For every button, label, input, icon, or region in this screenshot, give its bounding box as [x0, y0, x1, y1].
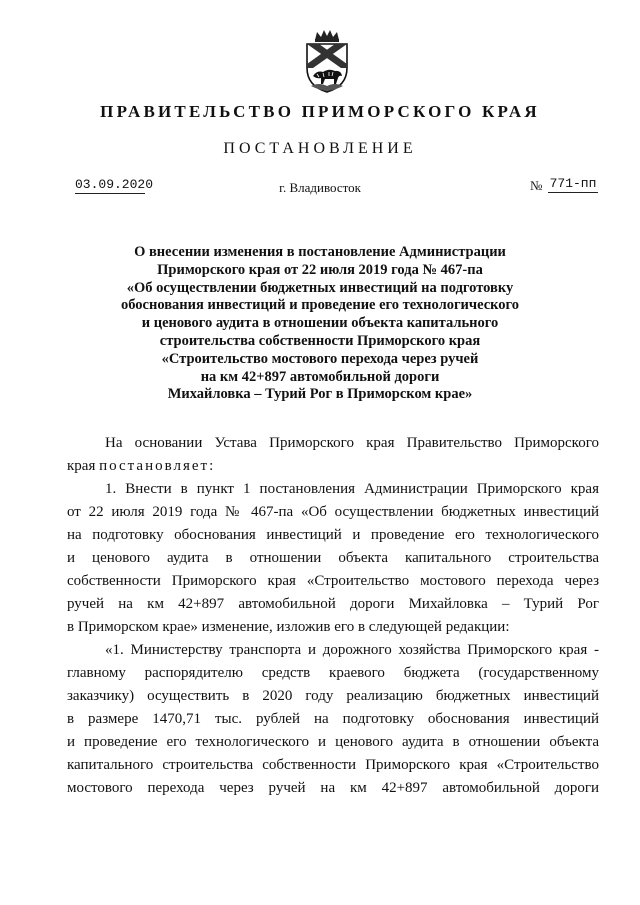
document-number: 771-пп — [549, 176, 597, 191]
body-line — [67, 455, 599, 478]
title-line: на км 42+897 автомобильной дороги — [200, 368, 440, 385]
body-line: заказчику) осуществить в 2020 году реализацию бюджетных инвестиций — [67, 688, 599, 704]
title-line: О внесении изменения в постановление Администрации — [134, 244, 506, 260]
body-line: на подготовку обоснования инвестиций и проведение его технологического — [67, 527, 599, 543]
body-line: в размере 1470,71 тыс. рублей на подготовку обоснования инвестиций — [67, 711, 599, 727]
decree-word: постановляет: — [99, 458, 216, 474]
title-line: строительства собственности Приморского края — [159, 332, 481, 349]
document-city: г. Владивосток — [279, 180, 361, 195]
body-line: главному распорядителю средств краевого бюджета (государственному — [67, 665, 599, 681]
body-line: капитального строительства собственности Приморского края «Строительство — [67, 757, 599, 773]
quoted-paragraph — [67, 639, 599, 800]
title-line: и ценового аудита в отношении объекта капитального — [141, 315, 499, 332]
title-line: обоснования инвестиций и проведение его технологического — [120, 297, 520, 314]
title-line: Михайловка – Турий Рог в Приморском крае» — [167, 386, 473, 403]
body-line: мостового перехода через ручей на км 42+897 автомобильной дороги — [67, 780, 599, 796]
title-line: «Об осуществлении бюджетных инвестиций на подготовку — [126, 279, 514, 296]
body-line: и ценового аудита в отношении объекта капитального строительства — [67, 550, 599, 566]
body-line: и проведение его технологического и ценового аудита в отношении объекта — [67, 734, 599, 750]
body-line: На основании Устава Приморского края Правительство Приморского — [105, 435, 599, 451]
body-line: ручей на км 42+897 автомобильной дороги Михайловка – Турий Рог — [67, 596, 599, 612]
coat-of-arms-emblem — [301, 28, 353, 94]
document-date: 03.09.2020 — [75, 177, 154, 192]
title-line: Приморского края от 22 июля 2019 года № 467-па — [157, 261, 483, 278]
body-line: «1. Министерству транспорта и дорожного хозяйства Приморского края - — [105, 642, 599, 658]
item-1-paragraph — [67, 478, 599, 639]
body-line: собственности Приморского края «Строительство мостового перехода через — [67, 573, 599, 589]
government-title: ПРАВИТЕЛЬСТВО ПРИМОРСКОГО КРАЯ — [100, 102, 540, 121]
document-title — [90, 244, 550, 404]
intro-paragraph — [67, 432, 599, 478]
body-line: от 22 июля 2019 года № 467-па «Об осуществлении бюджетных инвестиций — [67, 504, 599, 520]
body-line: 1. Внести в пункт 1 постановления Администрации Приморского края — [105, 481, 599, 497]
document-type: ПОСТАНОВЛЕНИЕ — [223, 140, 417, 157]
body-line-prefix: края — [67, 458, 100, 474]
body-line: в Приморском крае» изменение, изложив его в следующей редакции: — [67, 619, 510, 635]
number-sign: № — [530, 178, 543, 193]
document-body — [67, 432, 599, 800]
title-line: «Строительство мостового перехода через ручей — [161, 350, 479, 367]
